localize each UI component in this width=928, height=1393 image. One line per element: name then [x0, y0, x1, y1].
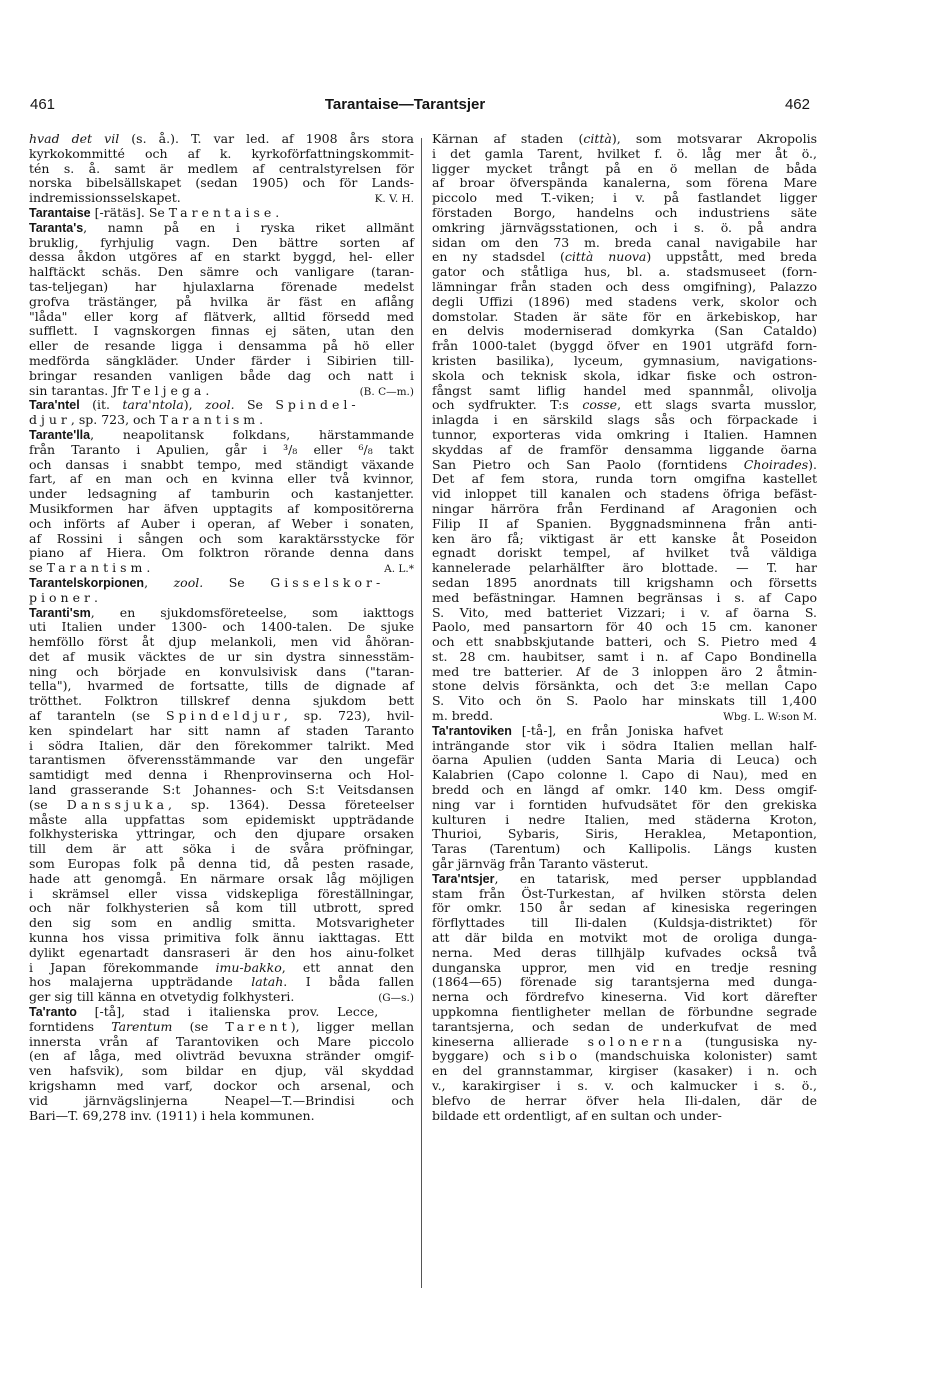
text-line: tunnor, exporteras vida omkring i Italien. Hamnen	[432, 426, 817, 442]
text-line: i det gamla Tarent, hvilket f. ö. låg mer åt ö.,	[432, 145, 817, 161]
text-line: går järnväg från Taranto västerut.	[432, 856, 649, 872]
text-line: och när folkhysterien så kom till utbrott, spred	[29, 900, 414, 916]
text-line: och dansas i snabbt tempo, med ständigt växande	[29, 456, 414, 472]
text-line: ven hafsvik), som bildar en djup, väl skyddad	[29, 1063, 414, 1079]
text-line: från Taranto i Apulien, går i ³/₈ eller ⁶/₈ takt	[29, 441, 414, 457]
text-line: med tre batterier. Af de 3 inloppen äro 2 åtmin-	[432, 663, 817, 679]
text-line: tarantsjerna, och sedan de underkufvat de med	[432, 1018, 817, 1034]
text-line: förflyttades till Ili-dalen (Kuldsja-distriktet) för	[432, 915, 817, 931]
text-line: Taranti'sm, en sjukdomsföreteelse, som iakttogs	[29, 604, 414, 620]
text-line: Tarantelskorpionen, zool. Se Gisselskor-	[29, 574, 385, 590]
text-line: st. 28 cm. haubitser, samt i n. af Capo Bondinella	[432, 648, 817, 664]
text-line: land grasserande S:t Johannes- och S:t Veitsdansen	[29, 782, 414, 798]
text-line: ningar härröra från Ferdinand af Aragonien och	[432, 500, 817, 516]
text-line: sin tarantas. Jfr Teljega. (B. C—m.)	[29, 382, 414, 398]
text-line: en ny stadsdel (città nuova) uppstått, med breda	[432, 249, 818, 265]
text-line: sidan om den 73 m. breda canal navigabile har	[432, 234, 817, 250]
text-line: och sydfrukter. T:s cosse, ett slags svarta musslor,	[432, 397, 817, 413]
text-line: medförda sängkläder. Under färder i Sibirien till-	[29, 352, 414, 368]
text-line: indremissionsselskapet. K. V. H.	[29, 190, 414, 206]
text-line: Thurioi, Sybaris, Siris, Herakleа, Metapontion,	[432, 826, 817, 842]
text-line: blefvo de herrar öfver hela Ili-dalen, där de	[432, 1092, 817, 1108]
text-line: samtidigt med denna i Rhenprovinserna och Hol-	[29, 767, 414, 783]
text-line: en del grannstammar, kirgiser (kasaker) i n. och	[432, 1063, 817, 1079]
text-line: till dem är att söka i de svåra pröfningar,	[29, 841, 414, 857]
text-line: Taras (Tarentum) och Kallipolis. Längs kusten	[432, 841, 817, 857]
text-line: kunna hos vissa primitiva folk ännu iakttagas. Ett	[29, 930, 414, 946]
text-line: (en af låga, med olivträd bevuxna stränder omgif-	[29, 1048, 414, 1064]
text-line: tén s. å. samt är medlem af centralstyrelsen för	[29, 160, 414, 176]
text-line: bildade ett ordentligt, af en sultan och under-	[432, 1107, 722, 1123]
text-line: kyrkokommitté och af k. kyrkoförfattningskommit-	[29, 145, 414, 161]
text-line: ken äro få; viktigast är ett kanske åt Poseidon	[432, 530, 817, 546]
text-line: kannelerade pelarhälfter äro blottade. — T. har	[432, 560, 817, 576]
text-line: ning var i forntiden hufvudsätet för den grekiska	[432, 796, 817, 812]
text-line: skola och teknisk skola, idkar fiske och ostron-	[432, 367, 817, 383]
text-line: bringar resanden vanligen både dag och natt i	[29, 367, 414, 383]
text-line: kristen basilika), lyceum, gymnasium, navigations-	[432, 352, 817, 368]
text-line: det af musik väcktes de ur sin dystra sinnesstäm-	[29, 648, 414, 664]
text-line: hemföllo först åt djup melankoli, men vid åhöran-	[29, 634, 414, 650]
text-line: öarna Apulien (udden Santa Maria di Leuca) och	[432, 752, 817, 768]
text-line: från 1000-talet (byggd öfver en 1901 utgräfd forn-	[432, 338, 817, 354]
text-line: piano af Hiera. Om folktron rörande denna dans	[29, 545, 414, 561]
right-column	[432, 132, 817, 1123]
text-line: grofva trästänger, på hvilka är fäst en aflång	[29, 293, 414, 309]
text-line: tas-teljegan) har hjulaxlarna förenade medelst	[29, 278, 414, 294]
text-line: fångst samt liflig handel med spannmål, olivolja	[432, 382, 817, 398]
text-line: dylikt egenartadt dansraseri är den hos ainu-folket	[29, 944, 414, 960]
text-line: sufflett. I vagnskorgen finnas ej säten, utan den	[29, 323, 414, 339]
text-line: hade att genomgå. En närmare orsak låg möjligen	[29, 870, 414, 886]
text-line: Det af fem stora, runda torn omgifna kastellet	[432, 471, 817, 487]
text-line: innersta vrån af Tarantoviken och Mare piccolo	[29, 1033, 414, 1049]
text-line: ger sig till känna en otvetydig folkhysteri. (G—s.)	[29, 989, 414, 1005]
text-line: under ledsagning af tamburin och kastanjetter.	[29, 486, 414, 502]
text-line: förstaden Borgo, handelns och industriens säte	[432, 204, 817, 220]
text-line: den sig som en andlig smitta. Motsvarigheter	[29, 915, 414, 931]
page-number-left: 461	[30, 96, 56, 113]
text-line: af Rossini i sången och som karaktärsstycke för	[29, 530, 414, 546]
text-line: ning och började en konvulsivisk dans ("taran-	[29, 663, 414, 679]
text-line: nerna. Med deras tillhjälp kufvades också två	[432, 944, 817, 960]
text-line: Kärnan af staden (città), som motsvarar Akropolis	[432, 131, 817, 146]
text-line: krigshamn med varf, dockor och arsenal, och	[29, 1078, 414, 1093]
text-line: med befästningar. Hamnen begränsas i s. af Capo	[432, 589, 817, 605]
text-line: se Tarantism. A. L.*	[29, 560, 414, 576]
text-line: bruklig, fyrhjulig vagn. Den bättre sorten af	[29, 234, 414, 250]
text-line: djur, sp. 723, och Tarantism.	[29, 412, 264, 428]
text-line: domstolar. Staden är säte för en ärkebiskop, har	[432, 308, 817, 324]
author-signature: (G—s.)	[378, 992, 414, 1005]
text-line: och införts af Auber i operan, af Weber i sonaten,	[29, 515, 414, 531]
running-header-title: Tarantaise—Tarantsjer	[324, 96, 486, 113]
text-line: egnadt doriskt tempel, af hvilket två väldiga	[432, 545, 817, 561]
text-line: vid järnvägslinjerna Neapel—T.—Brindisi och	[29, 1092, 414, 1108]
text-line: kulturen i nedre Italien, med städerna Kroton,	[432, 811, 817, 827]
text-line: Tarantaise [-rätäs]. Se Tarentaise.	[29, 204, 280, 220]
text-line: folkhysteriska yttringar, och den djupare orsaken	[29, 826, 414, 842]
text-line: måste alla uppfattas som epidemiskt uppträdande	[29, 811, 414, 827]
text-line: Filip II af Spanien. Byggnadsminnena från anti-	[432, 515, 817, 531]
text-line: S. Vito och ön S. Paolo har minskats till 1,400	[432, 693, 817, 709]
text-line: v., karakirgiser i s. v. och kalmucker i s. ö.,	[432, 1078, 817, 1093]
text-line: nerna och fördrefvo kineserna. Vid kort därefter	[432, 989, 817, 1005]
author-signature: K. V. H.	[374, 193, 414, 206]
text-line: för omkr. 150 år sedan af kinesiska regeringen	[432, 900, 817, 916]
text-line: dessa åkdon utgöres af en starkt byggd, hel- eller	[29, 249, 414, 265]
text-line: S. Vito, med batteriet Vizzari; i v. af öarna S.	[432, 604, 817, 620]
text-line: bredd och en längd af omkr. 140 km. Dess omgif-	[432, 782, 817, 798]
text-line: tella"), hvarmed de fortsatte, tills de dignade af	[29, 678, 414, 694]
text-line: fart, af en man och en kvinna eller två kvinnor,	[29, 471, 414, 487]
text-line: Musikformen har äfven upptagits af kompositörerna	[29, 500, 414, 516]
text-line: Paolo, med pansartorn för 40 och 15 cm. kanoner	[432, 619, 817, 635]
text-line: omkring järnvägsstationen, och i s. ö. på andra	[432, 219, 817, 235]
text-line: degli Uffizi (1896) med stadens verk, skolor och	[432, 293, 817, 309]
text-line: halftäckt schäs. Den sämre och vanligare (taran-	[29, 264, 414, 280]
text-line: tarantismen öfverensstämmande var den ungefär	[29, 752, 414, 768]
text-line: en delvis moderniserad domkyrka (San Cataldo)	[432, 323, 817, 339]
text-line: (se Danssjuka, sp. 1364). Dessa företeelser	[29, 796, 414, 812]
text-line: och ett snabbskjutande batteri, och S. Pietro med 4	[432, 634, 817, 650]
text-line: i skrämsel eller vissa vidskepliga föreställningar,	[29, 885, 414, 901]
text-line: uppkomna fientligheter mellan de förbundne segrade	[432, 1004, 817, 1020]
text-line: gator och ståtliga hus, bl. a. stadsmuseet (forn-	[432, 264, 817, 280]
author-signature: (B. C—m.)	[359, 385, 414, 398]
text-line: San Pietro och San Paolo (forntidens Choirades).	[432, 456, 817, 472]
text-line: inlagda i en särskild slags sås och förpackade i	[432, 412, 817, 428]
text-line: ken spindelart har sitt namn af staden Taranto	[29, 722, 414, 738]
page-number-right: 462	[784, 96, 810, 113]
text-line: "låda" eller korg af flätverk, alltid försedd med	[29, 308, 414, 324]
text-line: inträngande stor vik i södra Italien mellan half-	[432, 737, 817, 753]
author-signature: Wbg. L. W:son M.	[723, 711, 817, 724]
author-signature: A. L.*	[384, 563, 414, 576]
text-line: stam från Öst-Turkestan, af hvilken största delen	[432, 885, 817, 901]
text-line: forntidens Tarentum (se Tarent), ligger mellan	[29, 1018, 414, 1034]
text-line: uti Italien under 1300- och 1400-talen. De sjuke	[29, 619, 414, 635]
text-line: Taranta's, namn på en i ryska riket allmänt	[29, 219, 414, 235]
text-line: Kalabrien (Capo colonne l. Capo di Nau), med en	[432, 767, 817, 783]
text-line: som Europas folk på denna tid, då pesten rasade,	[29, 856, 414, 872]
text-line: Tarante'lla, neapolitansk folkdans, härstammande	[29, 426, 414, 442]
left-column	[29, 132, 414, 1123]
text-line: af broar öfverspända kanalerna, som förena Mare	[432, 175, 817, 191]
text-line: sedan 1895 anordnats till krigshamn och försetts	[432, 574, 817, 590]
text-line: i södra Italien, där den förekommer talrikt. Med	[29, 737, 414, 753]
text-line: norska bibelsällskapet (sedan 1905) och för Lands-	[29, 175, 414, 191]
text-line: vid inloppet till kanalen och stadens öfriga befäst-	[432, 486, 817, 502]
text-line: dunganska uppror, men vid en tredje resning	[432, 959, 817, 975]
text-line: trötthet. Folktron tillskref denna sjukdom bett	[29, 693, 414, 709]
text-line: kineserna allierade solonerna (tungusiska ny-	[432, 1033, 817, 1049]
text-line: hos malajerna uppträdande latah. I båda fallen	[29, 974, 415, 990]
column-divider	[421, 138, 422, 1288]
text-line: skyddas af de framför densamma liggande öarna	[432, 441, 817, 457]
text-line: piccolo med T.-viken; i v. på fastlandet ligger	[432, 190, 817, 206]
text-line: att där bilda en motvikt mot de oroliga dunga-	[432, 930, 817, 946]
text-line: byggare) och sibo (mandschuiska kolonister) samt	[432, 1048, 817, 1064]
text-line: Ta'rantoviken [-tå-], en från Joniska hafvet	[432, 722, 724, 738]
text-line: Tara'ntel (it. tara'ntola), zool. Se Spindel-	[29, 397, 360, 413]
text-line: Ta'ranto [-tå], stad i italienska prov. Lecce,	[29, 1004, 379, 1020]
text-line: ligger mycket trångt på en ö mellan de båda	[432, 160, 817, 176]
text-line: pioner.	[29, 589, 98, 605]
text-line: stone delvis försänkta, och det 3:e mellan Capo	[432, 678, 817, 694]
text-line: i Japan förekommande imu-bakko, ett annat den	[29, 959, 414, 975]
text-line: af taranteln (se Spindeldjur, sp. 723), hvil-	[29, 708, 414, 724]
text-line: Bari—T. 69,278 inv. (1911) i hela kommunen.	[29, 1107, 315, 1123]
text-line: (1864—65) förenade sig tarantsjerna med dunga-	[432, 974, 817, 990]
text-line: lämningar från staden och dess omgifning), Palazzo	[432, 278, 817, 294]
text-line: Tara'ntsjer, en tatarisk, med perser uppblandad	[432, 870, 817, 886]
text-line: eller de resande ligga i densamma på hö eller	[29, 338, 414, 354]
text-line: m. bredd. Wbg. L. W:son M.	[432, 708, 817, 724]
text-line: hvad det vil (s. å.). T. var led. af 1908 års stora	[29, 131, 414, 146]
